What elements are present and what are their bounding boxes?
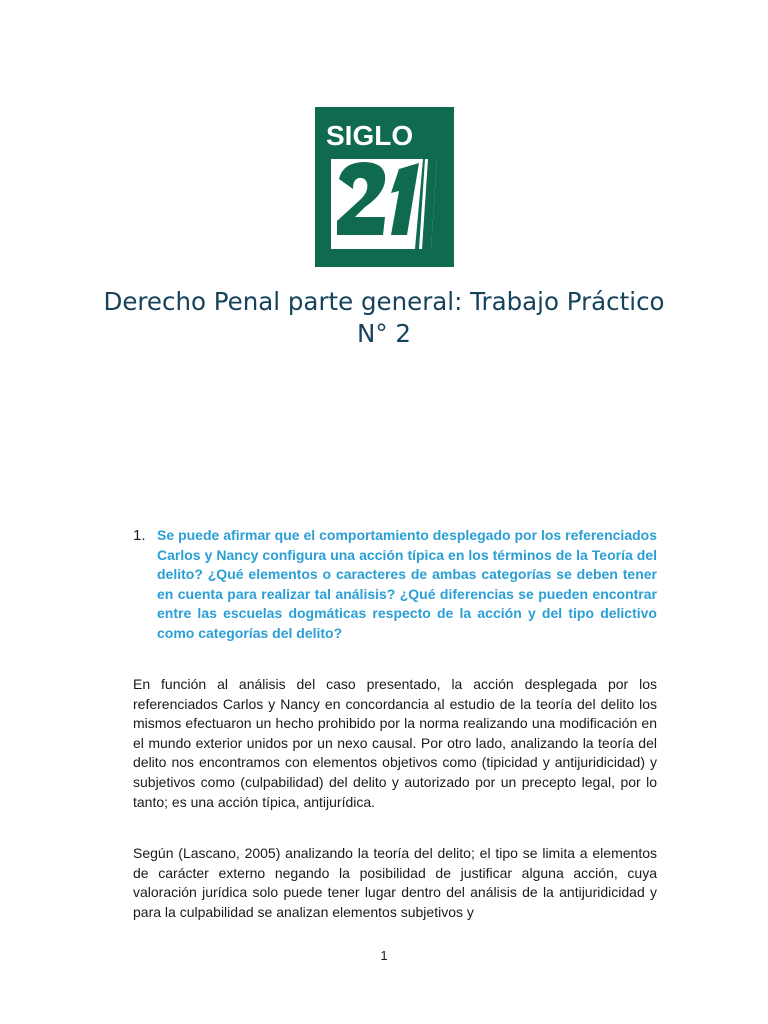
siglo-21-logo	[315, 107, 454, 267]
siglo-21-logo-graphic	[315, 107, 454, 267]
page-number: 1	[380, 948, 388, 963]
paragraph-2: Según (Lascano, 2005) analizando la teoría del delito; el tipo se limita a elementos de carácter externo negando la posibilidad de justificar alguna acción, cuya valoración jurídica solo puede tener lugar dentro del análisis de la antijuridicidad y para la culpabilidad se analizan elementos subjetivos y	[133, 845, 657, 920]
document-title: Derecho Penal parte general: Trabajo Práctico N° 2	[103, 287, 665, 348]
question-text: Se puede afirmar que el comportamiento desplegado por los referenciados Carlos y Nancy configura una acción típica en los términos de la Teoría del delito? ¿Qué elementos o caracteres de ambas categorías se deben tener en cuenta para realizar tal análisis? ¿Qué diferencias se pueden encontrar entre las escuelas dogmáticas respecto de la acción y del tipo delictivo como categorías del delito?	[157, 527, 657, 641]
logo-text-siglo: SIGLO	[326, 120, 414, 151]
paragraph-1: En función al análisis del caso presentado, la acción desplegada por los referenciados Carlos y Nancy en concordancia al estudio de la teoría del delito los mismos efectuaron un hecho prohibido por la norma realizando una modificación en el mundo exterior unidos por un nexo causal. Por otro lado, analizando la teoría del delito nos encontramos con elementos objetivos como (tipicidad y antijuridicidad) y subjetivos como (culpabilidad) del delito y autorizado por un precepto legal, por lo tanto; es una acción típica, antijurídica.	[133, 676, 657, 810]
question-number: 1.	[133, 527, 146, 544]
